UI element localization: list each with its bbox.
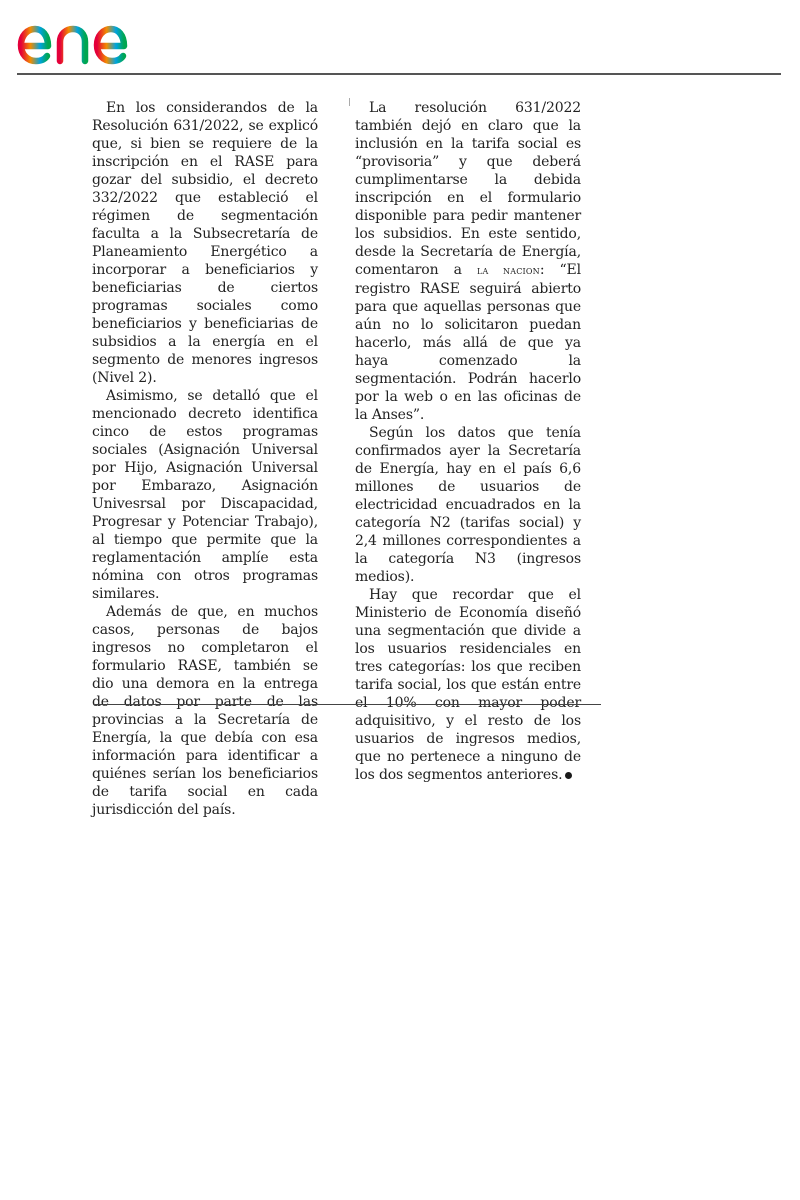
column-divider [349,98,350,106]
article-paragraph: Asimismo, se detalló que el mencionado decreto identifica cinco de estos programas sociales (Asignación Universal por Hijo, Asignación Universal por Embarazo, Asignación Univesrsal por Discapacidad, Progresar y Potenciar Trabajo), al tiempo que permite que la reglamentación amplíe esta nómina con otros programas similares. [92,388,318,602]
article-right-column [355,99,581,784]
article-paragraph [355,586,581,784]
article-paragraph: Según los datos que tenía confirmados ayer la Secretaría de Energía, hay en el país 6,6 millones de usuarios de electricidad encuadrados en la categoría N2 (tarifas social) y 2,4 millones correspondientes a la categoría N3 (ingresos medios). [355,425,581,585]
article-left-column [92,99,318,819]
header-divider [17,73,781,75]
enel-logo [16,8,176,68]
article-bottom-divider [94,704,601,705]
article-paragraph: Además de que, en muchos casos, personas de bajos ingresos no completaron el formulario RASE, también se dio una demora en la entrega de datos por parte de las provincias a la Secretaría de Energía, la que debía con esa información para identificar a quiénes serían los beneficiarios de tarifa social en cada jurisdicción del país. [92,604,318,818]
article-paragraph: En los considerandos de la Resolución 631/2022, se explicó que, si bien se requiere de la inscripción en el RASE para gozar del subsidio, el decreto 332/2022 que estableció el régimen de segmentación faculta a la Subsecretaría de Planeamiento Energético a incorporar a beneficiarios y beneficiarias de ciertos programas sociales como beneficiarios y beneficiarias de subsidios a la energía en el segmento de menores ingresos (Nivel 2). [92,100,318,386]
end-of-article-mark [565,772,572,779]
source-name: la nacion [476,264,540,277]
paragraph-text: La resolución 631/2022 también dejó en claro que la inclusión en la tarifa social es “provisoria” y que deberá cumplimentarse la debida inscripción en el formulario disponible para pedir mantener los subsidios. En este sentido, desde la Secretaría de Energía, comentaron a [355,100,581,278]
article-paragraph [355,99,581,424]
paragraph-text: : “El registro RASE seguirá abierto para que aquellas personas que aún no lo solicitaron puedan hacerlo, más allá de que ya haya comenzado la segmentación. Podrán hacerlo por la web o en las oficinas de la Anses”. [355,262,581,423]
paragraph-text: Hay que recordar que el Ministerio de Economía diseñó una segmentación que divide a los usuarios residenciales en tres categorías: los que reciben tarifa social, los que están entre el 10% con mayor poder adquisitivo, y el resto de los usuarios de ingresos medios, que no pertenece a ninguno de los dos segmentos anteriores. [355,587,581,783]
